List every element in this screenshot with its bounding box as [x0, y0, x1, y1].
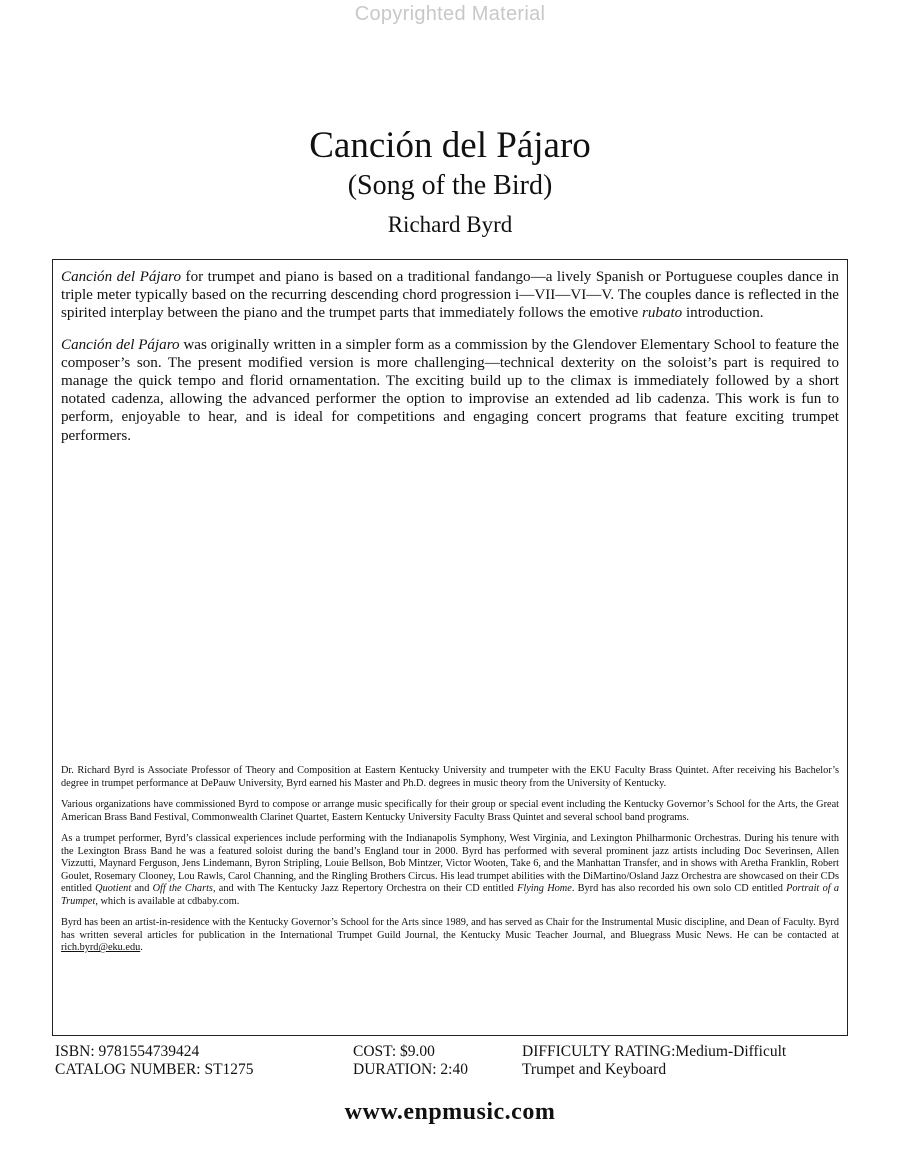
catalog-column-2 — [353, 1043, 468, 1079]
bio-paragraph-1: Dr. Richard Byrd is Associate Professor of Theory and Composition at Eastern Kentucky University and trumpeter with the EKU Faculty Brass Quintet. After receiving his Bachelor’s degree in trumpet performance at DePauw University, Byrd earned his Master and Ph.D. degrees in music theory from the University of Kentucky. — [61, 765, 839, 789]
contact-email-link[interactable]: rich.byrd@eku.edu — [61, 942, 141, 953]
title-italic: Canción del Pájaro — [61, 336, 180, 353]
title-italic: Canción del Pájaro — [61, 269, 182, 285]
bio-text: and — [131, 883, 153, 894]
composer-name: Richard Byrd — [387, 212, 513, 237]
bio-text: , which is available at cdbaby.com. — [95, 895, 240, 907]
bio-paragraph-3 — [61, 833, 839, 908]
catalog-number: CATALOG NUMBER: ST1275 — [55, 1061, 254, 1078]
description-paragraph-1 — [61, 268, 839, 323]
catalog-info — [55, 1043, 855, 1079]
catalog-column-1 — [55, 1043, 254, 1079]
duration: DURATION: 2:40 — [353, 1061, 468, 1078]
instrumentation: Trumpet and Keyboard — [522, 1061, 667, 1078]
copyright-watermark: Copyrighted Material — [354, 3, 546, 25]
catalog-column-3 — [522, 1043, 786, 1079]
description-text: for trumpet and piano is based on a traditional fandango—a lively Spanish or Portuguese couples dance in triple meter typically based on the recurring descending chord progression i—VII—VI—V. The couples dance is reflected in the spirited interplay between the piano and the trumpet parts that immediately follows the emotive — [61, 269, 839, 322]
bio-text: . — [140, 942, 143, 953]
description-paragraph-2 — [61, 336, 839, 445]
bio-text: Byrd has been an artist-in-residence with the Kentucky Governor’s School for the Arts since 1989, and has served as Chair for the Instrumental Music discipline, and Dean of Faculty. Byrd has written several articles for publication in the International Trumpet Guild Journal, the Kentucky Music Teacher Journal, and Bluegrass Music News. He can be contacted at — [61, 917, 839, 941]
cost: COST: $9.00 — [353, 1043, 435, 1060]
program-notes-box — [52, 259, 848, 1036]
bio-paragraph-4 — [61, 917, 839, 955]
composer-bio — [61, 765, 839, 964]
bio-text: . Byrd has also recorded his own solo CD entitled — [571, 883, 787, 894]
cd-title: Flying Home — [517, 883, 572, 894]
isbn: ISBN: 9781554739424 — [55, 1043, 200, 1060]
bio-text: , and with The Kentucky Jazz Repertory Orchestra on their CD entitled — [212, 883, 518, 894]
bio-paragraph-2: Various organizations have commissioned Byrd to compose or arrange music specifically for their group or special event including the Kentucky Governor’s School for the Arts, the Great American Brass Band Festival, Commonwealth Clarinet Quartet, Eastern Kentucky University Faculty Brass Quintet and several school band programs. — [61, 799, 839, 823]
description — [61, 268, 839, 458]
publisher-website[interactable]: www.enpmusic.com — [344, 1099, 556, 1125]
description-text: introduction. — [682, 305, 764, 322]
piece-title: Canción del Pájaro — [309, 125, 591, 166]
description-text: was originally written in a simpler form as a commission by the Glendover Elementary School to feature the composer’s son. The present modified version is more challenging—technical dexterity on the soloist’s part is required to manage the quick tempo and florid ornamentation. The exciting build up to the climax is immediately followed by a short notated cadenza, allowing the advanced performer the option to improvise an extended ad lib cadenza. This work is fun to perform, enjoyable to hear, and is ideal for competitions and engaging concert programs that feature exciting trumpet performers. — [61, 336, 839, 444]
cd-title: Quotient — [95, 883, 132, 894]
bio-text: As a trumpet performer, Byrd’s classical experiences include performing with the Indianapolis Symphony, West Virginia, and Lexington Philharmonic Orchestras. During his tenure with the Lexington Brass Band he was a featured soloist during the band’s England tour in 2000. Byrd has performed with several prominent jazz artists including Doc Severinsen, Allen Vizzutti, Maynard Ferguson, Jens Lindemann, Byron Stripling, Louie Bellson, Bob Mintzer, Victor Wooten, Take 6, and the Manhattan Transfer, and in shows with Aretha Franklin, Robert Goulet, Rosemary Clooney, Lou Rawls, Carol Channing, and the Ringling Brothers Circus. His lead trumpet abilities with the DiMartino/Osland Jazz Orchestra are showcased on their CDs entitled — [61, 833, 839, 894]
cd-title: Portrait of a Trumpet — [61, 883, 839, 907]
piece-subtitle: (Song of the Bird) — [347, 170, 553, 201]
rubato-italic: rubato — [641, 305, 683, 322]
difficulty-rating: DIFFICULTY RATING:Medium-Difficult — [522, 1043, 787, 1060]
cd-title: Off the Charts — [152, 883, 213, 894]
